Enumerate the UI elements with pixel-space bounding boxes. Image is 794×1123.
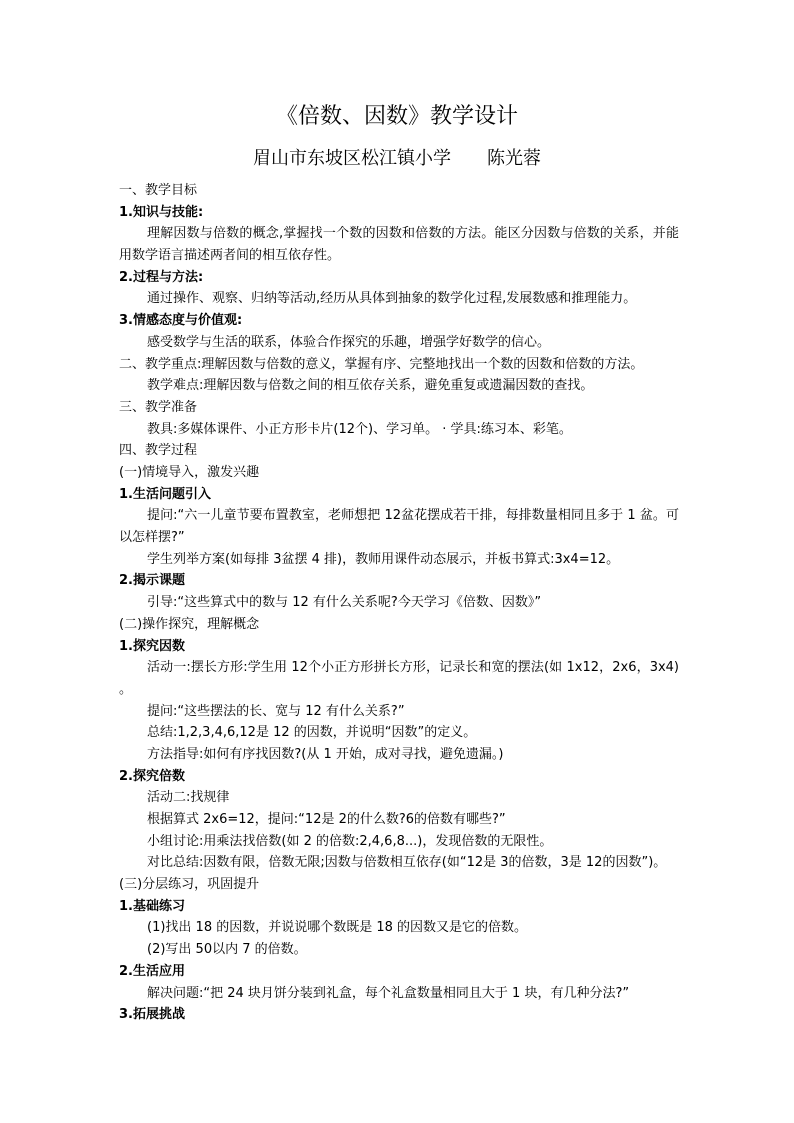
paragraph: 总结:1,2,3,4,6,12是 12 的因数，并说明“因数”的定义。 — [147, 725, 477, 741]
paragraph: 对比总结:因数有限，倍数无限;因数与倍数相互依存(如“12是 3的倍数，3是 12的因数”)。 — [147, 855, 667, 871]
author-line — [0, 145, 794, 173]
section-heading: 一、教学目标 — [119, 183, 198, 198]
paragraph: 感受数学与生活的联系，体验合作探究的乐趣，增强学好数学的信心。 — [147, 334, 551, 350]
paragraph: 学生列举方案(如每排 3盆摆 4 排)，教师用课件动态展示，并板书算式:3x4=12。 — [147, 551, 620, 567]
paragraph: 方法指导:如何有序找因数?(从 1 开始，成对寻找，避免遗漏。) — [147, 746, 504, 762]
subsection-heading: 3.拓展挑战 — [119, 1007, 185, 1023]
paragraph: (1)找出 18 的因数，并说说哪个数既是 18 的因数又是它的倍数。 — [147, 920, 528, 936]
paragraph: 活动二:找规律 — [147, 790, 230, 806]
subsection-heading: (三)分层练习，巩固提升 — [119, 877, 260, 893]
subsection-heading: 1.探究因数 — [119, 638, 185, 654]
author-school: 眉山市东坡区松江镇小学 — [253, 148, 451, 169]
author-name: 陈光蓉 — [487, 148, 541, 169]
document-body — [119, 180, 679, 1026]
subsection-heading: 1.生活问题引入 — [119, 486, 211, 502]
subsection-heading: 2.生活应用 — [119, 963, 185, 979]
subsection-heading: 1.基础练习 — [119, 898, 185, 914]
paragraph: (2)写出 50以内 7 的倍数。 — [147, 942, 307, 958]
paragraph: 教学难点:理解因数与倍数之间的相互依存关系，避免重复或遗漏因数的查找。 — [147, 378, 594, 394]
subsection-heading: 2.过程与方法: — [119, 269, 204, 285]
paragraph: 教具:多媒体课件、小正方形卡片(12个)、学习单。 · 学具:练习本、彩笔。 — [147, 421, 572, 437]
paragraph: 解决问题:“把 24 块月饼分装到礼盒，每个礼盒数量相同且大于 1 块，有几种分法?” — [147, 985, 630, 1001]
section-heading: 三、教学准备 — [119, 399, 198, 415]
subsection-heading: 2.揭示课题 — [119, 573, 185, 589]
subsection-heading: 3.情感态度与价值观: — [119, 313, 243, 329]
section-heading: 四、教学过程 — [119, 443, 198, 459]
paragraph: 通过操作、观察、归纳等活动,经历从具体到抽象的数学化过程,发展数感和推理能力。 — [147, 291, 637, 307]
subsection-heading: 1.知识与技能: — [119, 204, 204, 220]
paragraph: 小组讨论:用乘法找倍数(如 2 的倍数:2,4,6,8...)，发现倍数的无限性。 — [147, 833, 553, 849]
paragraph: 提问:“这些摆法的长、宽与 12 有什么关系?” — [147, 703, 405, 719]
subsection-heading: 2.探究倍数 — [119, 768, 185, 784]
subsection-heading: (二)操作探究，理解概念 — [119, 616, 260, 632]
subsection-heading: (一)情境导入，激发兴趣 — [119, 464, 260, 480]
document-title: 《倍数、因数》教学设计 — [275, 104, 518, 129]
paragraph: 理解因数与倍数的概念,掌握找一个数的因数和倍数的方法。能区分因数与倍数的关系，并能用数学语言描述两者间的相互依存性。 — [119, 226, 679, 264]
paragraph: 提问:“六一儿童节要布置教室，老师想把 12盆花摆成若干排，每排数量相同且多于 1 盆。可以怎样摆?” — [119, 508, 679, 546]
section-heading: 二、教学重点:理解因数与倍数的意义，掌握有序、完整地找出一个数的因数和倍数的方法。 — [119, 356, 644, 372]
paragraph: 根据算式 2x6=12，提问:“12是 2的什么数?6的倍数有哪些?” — [147, 812, 506, 828]
paragraph: 引导:“这些算式中的数与 12 有什么关系呢?今天学习《倍数、因数》” — [147, 595, 542, 611]
paragraph: 活动一:摆长方形:学生用 12个小正方形拼长方形，记录长和宽的摆法(如 1x12，2x6，3x4) 。 — [119, 660, 679, 697]
